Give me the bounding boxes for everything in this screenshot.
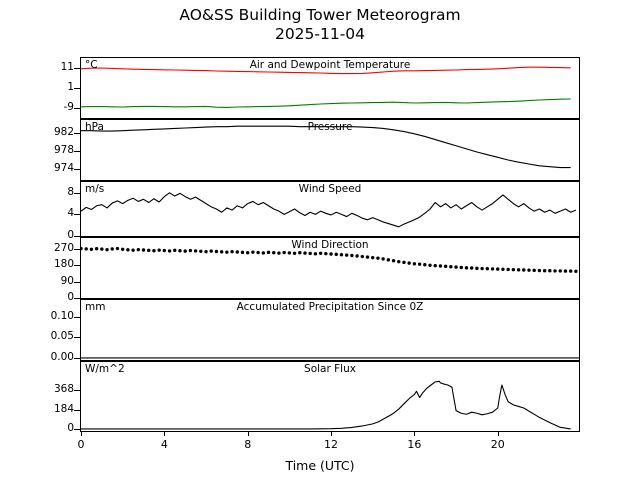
panel-title-wind-direction: Wind Direction — [291, 239, 369, 251]
panel-temperature — [80, 57, 580, 119]
panel-wind-direction — [80, 237, 580, 299]
y-tick-label: 1 — [67, 81, 74, 93]
y-tick-mark — [74, 410, 80, 411]
y-tick-mark — [74, 249, 80, 250]
unit-label-temperature: °C — [85, 59, 98, 71]
y-tick-label: 982 — [53, 126, 74, 139]
x-tick-mark — [498, 432, 499, 436]
unit-label-wind-speed: m/s — [85, 183, 105, 195]
panel-solar-flux — [80, 361, 580, 432]
y-tick-label: 974 — [53, 161, 74, 174]
y-tick-label: 0.05 — [50, 330, 74, 343]
y-tick-mark — [74, 193, 80, 194]
x-tick-mark — [414, 432, 415, 436]
unit-label-pressure: hPa — [85, 121, 104, 133]
unit-label-precipitation: mm — [85, 301, 106, 313]
y-tick-label: -9 — [63, 101, 74, 113]
y-tick-mark — [74, 88, 80, 89]
x-axis-title: Time (UTC) — [285, 458, 355, 473]
page-title — [0, 6, 640, 44]
x-tick-label: 0 — [77, 438, 85, 451]
x-tick-mark — [248, 432, 249, 436]
x-tick-mark — [331, 432, 332, 436]
panel-title-solar-flux: Solar Flux — [304, 363, 356, 375]
y-tick-label: 184 — [53, 402, 74, 415]
y-tick-label: 368 — [53, 383, 74, 396]
x-tick-label: 12 — [324, 438, 339, 451]
y-tick-mark — [74, 317, 80, 318]
y-tick-mark — [74, 214, 80, 215]
x-tick-label: 4 — [160, 438, 168, 451]
y-tick-label: 0.00 — [50, 350, 74, 363]
x-tick-mark — [164, 432, 165, 436]
y-tick-mark — [74, 169, 80, 170]
y-tick-label: 270 — [53, 241, 74, 254]
y-tick-mark — [74, 337, 80, 338]
panel-precipitation — [80, 299, 580, 361]
y-tick-mark — [74, 68, 80, 69]
y-tick-label: 0 — [67, 229, 74, 241]
title-line-1: AO&SS Building Tower Meteorogram — [179, 6, 461, 24]
y-tick-label: 0.10 — [50, 309, 74, 322]
panel-title-temperature: Air and Dewpoint Temperature — [249, 59, 411, 71]
y-tick-mark — [74, 282, 80, 283]
y-tick-label: 978 — [53, 144, 74, 157]
y-tick-label: 4 — [67, 207, 74, 220]
title-line-2: 2025-11-04 — [274, 25, 366, 43]
panel-title-precipitation: Accumulated Precipitation Since 0Z — [236, 301, 424, 313]
x-tick-label: 20 — [490, 438, 505, 451]
y-tick-mark — [74, 151, 80, 152]
y-tick-label: 11 — [60, 61, 74, 73]
y-tick-mark — [74, 429, 80, 430]
x-tick-label: 8 — [244, 438, 252, 451]
y-tick-mark — [74, 265, 80, 266]
x-tick-mark — [81, 432, 82, 436]
panel-title-pressure: Pressure — [307, 121, 353, 133]
x-tick-label: 16 — [407, 438, 422, 451]
y-tick-mark — [74, 108, 80, 109]
panel-title-wind-speed: Wind Speed — [298, 183, 362, 195]
y-tick-label: 180 — [53, 258, 74, 271]
y-tick-label: 90 — [60, 274, 74, 287]
unit-label-solar-flux: W/m^2 — [85, 363, 125, 375]
y-tick-mark — [74, 133, 80, 134]
y-tick-mark — [74, 298, 80, 299]
panel-pressure — [80, 119, 580, 181]
y-tick-mark — [74, 236, 80, 237]
y-tick-label: 8 — [67, 185, 74, 198]
y-tick-mark — [74, 390, 80, 391]
y-tick-mark — [74, 358, 80, 359]
y-tick-label: 0 — [67, 421, 74, 434]
y-tick-label: 0 — [67, 291, 74, 303]
panel-wind-speed — [80, 181, 580, 237]
